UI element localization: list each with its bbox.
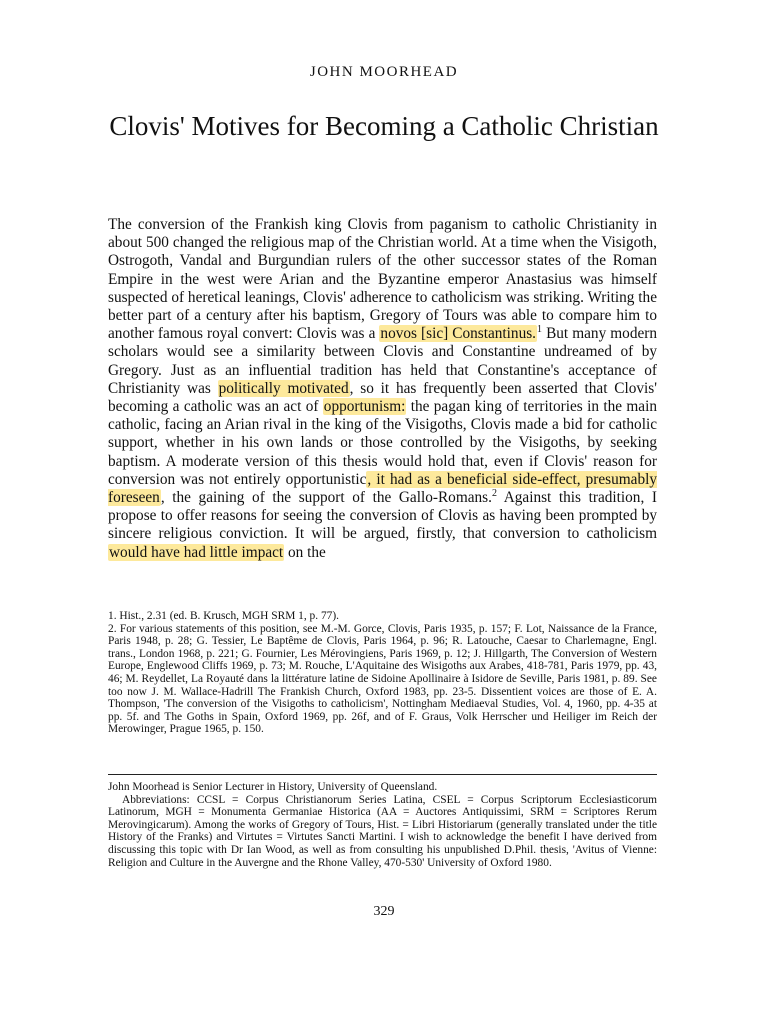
body-segment: But many modern scholars would see a similarity between Clovis and Constantine undreamed of by Gregory. Just as an influential tradition has held that Constantine's acceptance of Christianity was: [108, 325, 658, 397]
body-segment: , so it has frequently been asserted that Clovis' becoming a catholic was an act of: [108, 379, 657, 416]
footnote-divider: [108, 774, 657, 775]
body-segment: on the: [284, 543, 326, 561]
body-segment: Against this tradition, I propose to offer reasons for seeing the conversion of Clovis as having been prompted by sincere religious conviction. It will be argued, firstly, that conversion to catholicism: [108, 489, 657, 543]
footnote-2: 2. For various statements of this position, see M.-M. Gorce, Clovis, Paris 1935, p. 157; F. Lot, Naissance de la France, Paris 1948, p. 28; G. Tessier, Le Baptême de Clovis, Paris 1964, p. 96; R. Latouche, Caesar to Charlemagne, Engl. trans., London 1968, p. 221; G. Fournier, Les Mérovingiens, Paris 1969, p. 12; J. Hillgarth, The Conversion of Western Europe, Englewood Cliffs 1969, p. 73; M. Rouche, L'Aquitaine des Wisigoths aux Arabes, 418-781, Paris 1979, pp. 43, 46; M. Reydellet, La Royauté dans la littérature latine de Sidoine Apollinaire à Isidore de Seville, Paris 1981, p. 89. See too now J. M. Wallace-Hadrill The Frankish Church, Oxford 1983, pp. 23-5. Dissentient voices are those of E. A. Thompson, 'The conversion of the Visigoths to catholicism', Nottingham Mediaeval Studies, Vol. 4, 1960, pp. 4-35 at pp. 5f. and The Goths in Spain, Oxford 1969, pp. 26f, and of F. Graus, Volk Herrscher und Heiliger im Reich der Merowinger, Prague 1965, p. 150.: [108, 622, 657, 736]
body-segment: the pagan king of territories in the main catholic, facing an Arian rival in the king of the Visigoths, Clovis made a bid for catholic support, whether in his own lands or those controlled by the Visigoths, by seeking baptism. A moderate version of this thesis would hold that, even if Clovis' reason for conversion was not entirely opportunistic: [108, 398, 657, 488]
author-note: [108, 781, 657, 869]
footnote-1: 1. Hist., 2.31 (ed. B. Krusch, MGH SRM 1, p. 77).: [108, 610, 339, 622]
page-number: 329: [373, 904, 395, 919]
highlight-little-impact: would have had little impact: [109, 543, 284, 561]
running-header-author: JOHN MOORHEAD: [309, 64, 459, 80]
footnotes: [108, 610, 657, 736]
abbreviations-note: Abbreviations: CCSL = Corpus Christianorum Series Latina, CSEL = Corpus Scriptorum Ecclesiasticorum Latinorum, MGH = Monumenta Germaniae Historica (AA = Auctores Antiquissimi, SRM = Scriptores Rerum Merovingicarum). Among the works of Gregory of Tours, Hist. = Libri Historiarum (generally translated under the title History of the Franks) and Virtutes = Virtutes Sancti Martini. I wish to acknowledge the benefit I have derived from discussing this topic with Dr Ian Wood, as well as from consulting his unpublished D.Phil. thesis, 'Avitus of Vienne: Religion and Culture in the Auvergne and the Rhone Valley, 470-530' University of Oxford 1980.: [108, 793, 657, 869]
body-segment: The conversion of the Frankish king Clovis from paganism to catholic Christianity in about 500 changed the religious map of the Christian world. At a time when the Visigoth, Ostrogoth, Vandal and Burgundian rulers of the other successor states of the Roman Empire in the west were Arian and the Byzantine emperor Anastasius was himself suspected of heretical leanings, Clovis' adherence to catholicism was striking. Writing the better part of a century after his baptism, Gregory of Tours was able to compare him to another famous royal convert: Clovis was a: [108, 216, 657, 343]
author-affiliation: John Moorhead is Senior Lecturer in History, University of Queensland.: [108, 781, 438, 793]
article-title: Clovis' Motives for Becoming a Catholic Christian: [109, 111, 659, 141]
highlight-side-effect: , it had as a beneficial side-effect, presumably foreseen: [108, 470, 658, 507]
body-segment: , the gaining of the support of the Gallo-Romans.: [160, 489, 492, 507]
highlight-politically-motivated: politically motivated: [218, 379, 349, 397]
footnote-ref-1[interactable]: 1: [537, 324, 542, 336]
highlight-opportunism: opportunism:: [323, 398, 406, 416]
footnote-ref-2[interactable]: 2: [491, 487, 497, 499]
body-text: [108, 216, 657, 562]
body-paragraph: [108, 216, 657, 562]
highlight-novos-constantinus: novos [sic] Constantinus.: [380, 325, 536, 343]
